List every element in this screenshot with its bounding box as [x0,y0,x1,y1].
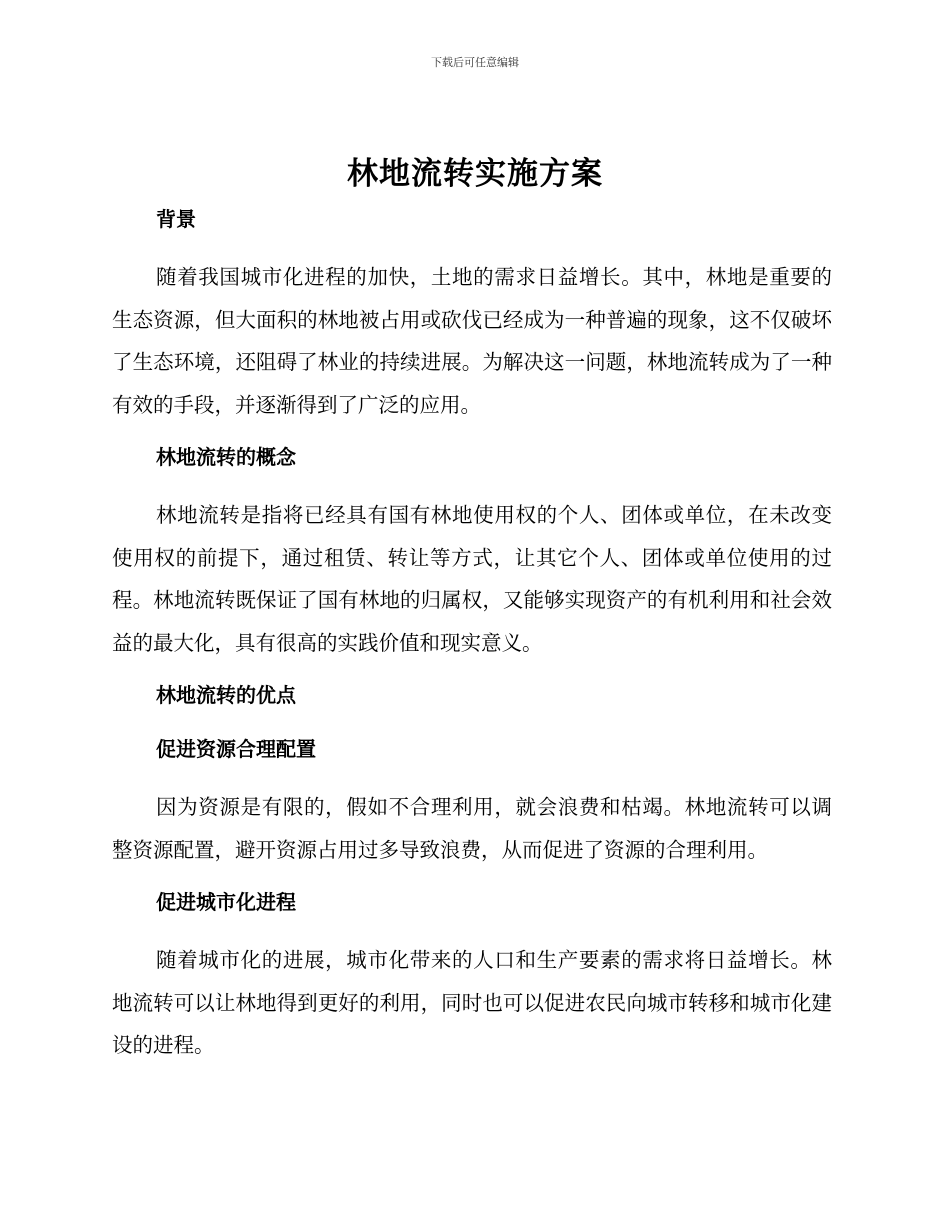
section-paragraph-concept: 林地流转是指将已经具有国有林地使用权的个人、团体或单位，在未改变使用权的前提下，通过租赁、转让等方式，让其它个人、团体或单位使用的过程。林地流转既保证了国有林地的归属权，又能够实现资产的有机利用和社会效益的最大化，具有很高的实践价值和现实意义。 [112,503,832,655]
section-heading-concept: 林地流转的概念 [156,445,296,469]
section-heading-resource-allocation: 促进资源合理配置 [156,737,316,761]
document-body [112,202,832,1081]
header-note: 下载后可任意编辑 [431,56,519,69]
section-paragraph-resource-allocation: 因为资源是有限的，假如不合理利用，就会浪费和枯竭。林地流转可以调整资源配置，避开资源占用过多导致浪费，从而促进了资源的合理利用。 [112,795,832,862]
section-heading-urbanization: 促进城市化进程 [156,890,296,914]
section-paragraph-urbanization: 随着城市化的进展，城市化带来的人口和生产要素的需求将日益增长。林地流转可以让林地得到更好的利用，同时也可以促进农民向城市转移和城市化建设的进程。 [112,948,832,1057]
section-paragraph-background: 随着我国城市化进程的加快，土地的需求日益增长。其中，林地是重要的生态资源，但大面积的林地被占用或砍伐已经成为一种普遍的现象，这不仅破坏了生态环境，还阻碍了林业的持续进展。为解决这一问题，林地流转成为了一种有效的手段，并逐渐得到了广泛的应用。 [112,265,832,417]
section-heading-background: 背景 [156,207,196,231]
section-heading-advantages: 林地流转的优点 [156,683,296,707]
document-title: 林地流转实施方案 [347,156,603,192]
